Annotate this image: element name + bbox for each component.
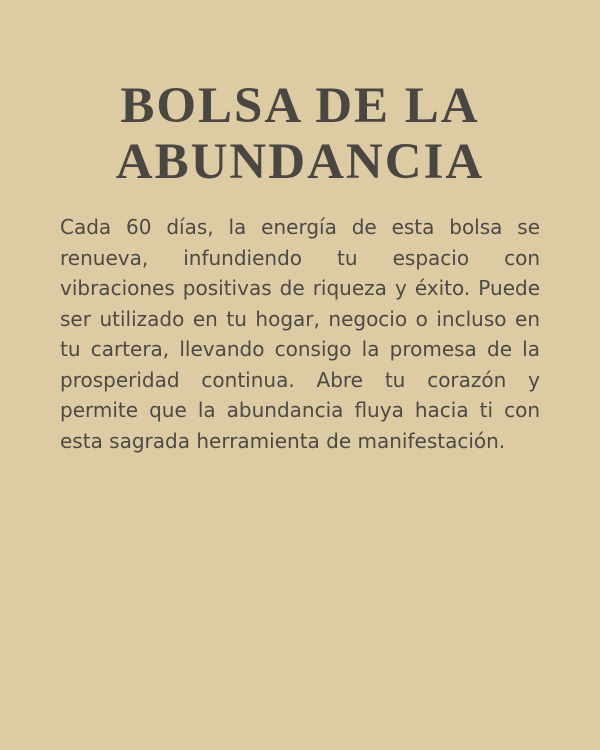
- description-paragraph: Cada 60 días, la energía de esta bolsa se renueva, infundiendo tu espacio con vibraciones positivas de riqueza y éxito. Puede ser utilizado en tu hogar, negocio o incluso en tu cartera, llevando consigo la promesa de la prosperidad continua. Abre tu corazón y permite que la abundancia fluya hacia ti con esta sagrada herramienta de manifestación.: [60, 215, 540, 453]
- title-line-1: BOLSA DE LA: [120, 78, 480, 134]
- page-title: [40, 78, 560, 190]
- title-line-2: ABUNDANCIA: [115, 134, 485, 190]
